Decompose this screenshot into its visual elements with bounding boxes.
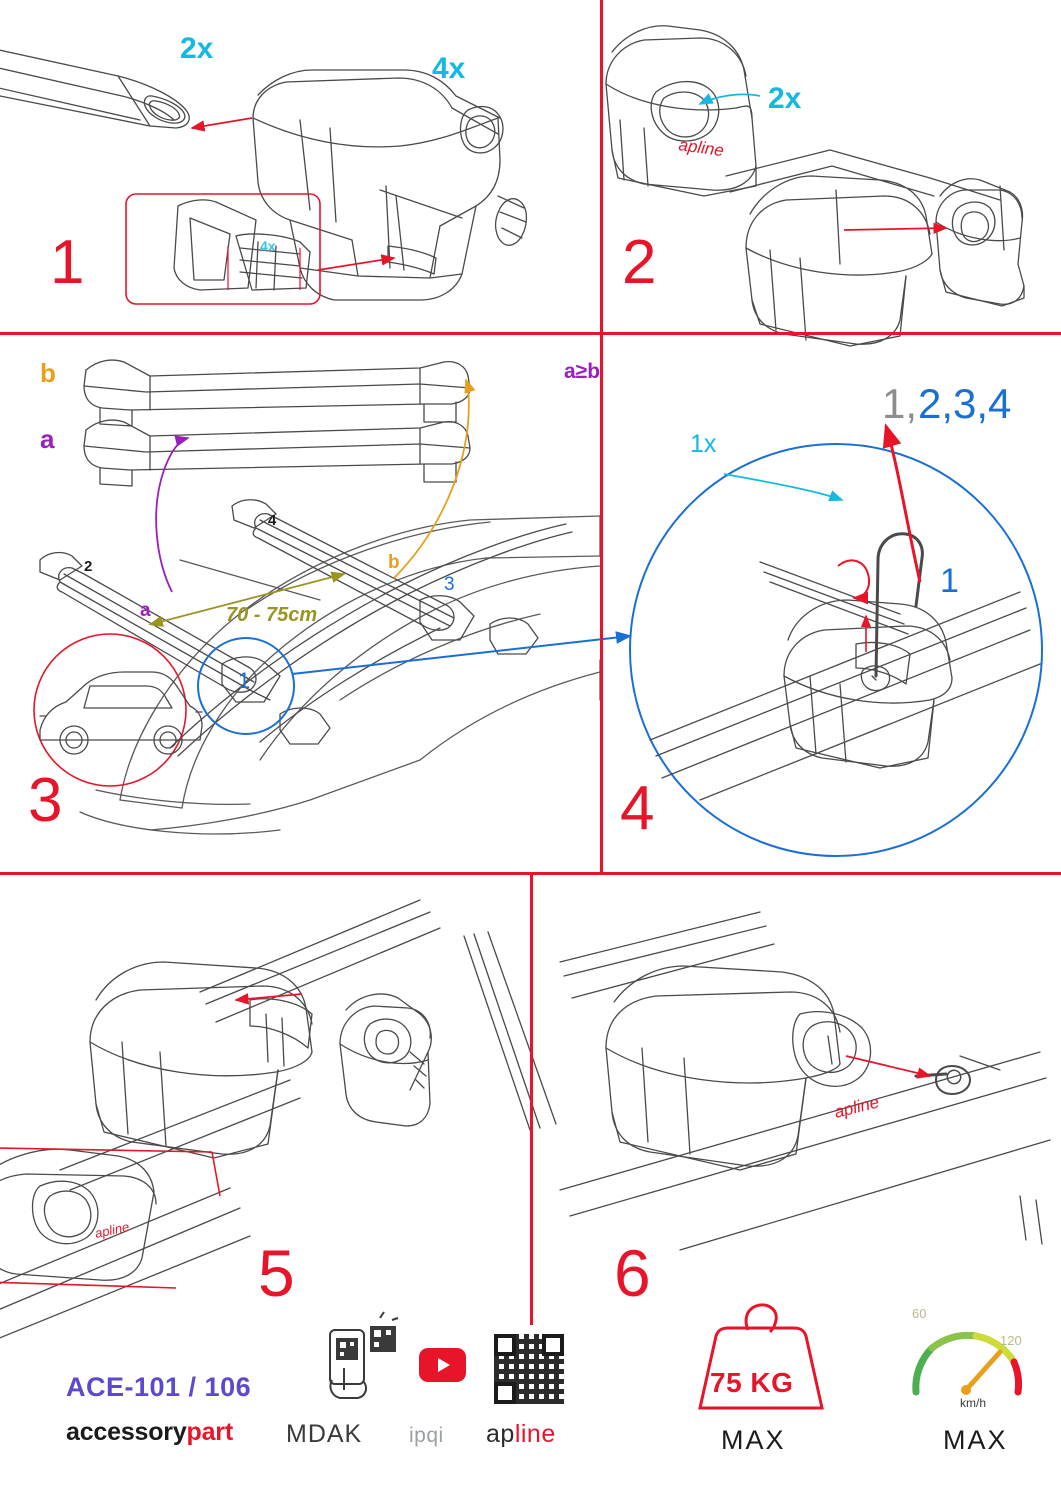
step-number-6: 6 bbox=[614, 1236, 652, 1310]
max-weight-value: 75 KG bbox=[710, 1367, 794, 1398]
step-number-3: 3 bbox=[28, 766, 64, 835]
step-number-2: 2 bbox=[622, 228, 658, 297]
car-mini-icon bbox=[34, 634, 202, 786]
max-speed-caption: MAX bbox=[943, 1425, 1008, 1455]
arrow-slide-bracket bbox=[844, 228, 946, 230]
step4-detail bbox=[630, 444, 1042, 856]
label-roof-a: a bbox=[140, 600, 151, 621]
label-1x-tool: 1x bbox=[690, 430, 717, 458]
arrow-order-sequence bbox=[886, 426, 920, 582]
label-point-2: 2 bbox=[84, 558, 93, 575]
section-divider-v2 bbox=[600, 335, 603, 872]
brand-mdak: MDAK bbox=[286, 1420, 363, 1448]
label-distance: 70 - 75cm bbox=[226, 604, 318, 626]
crossbar-b bbox=[84, 360, 470, 426]
label-2x-lock: 2x bbox=[768, 82, 802, 115]
qr-marker-tl bbox=[494, 1334, 516, 1356]
brand-apline bbox=[486, 1420, 556, 1449]
rubber-pad-inset bbox=[174, 200, 310, 290]
apline-logo-small-6 bbox=[832, 1092, 881, 1121]
label-4x-pad: 4x bbox=[260, 238, 276, 254]
section-divider-v1 bbox=[600, 0, 603, 332]
qr-marker-bl bbox=[494, 1382, 516, 1404]
gauge-tick-120: 120 bbox=[1000, 1333, 1022, 1348]
arrow-zoom-to-step4 bbox=[292, 636, 630, 674]
speed-unit-label: km/h bbox=[960, 1396, 987, 1410]
label-roof-b: b bbox=[388, 552, 400, 573]
label-point-4: 4 bbox=[268, 512, 277, 529]
step6-detail bbox=[560, 912, 1050, 1250]
brand-part-text: part bbox=[186, 1418, 233, 1446]
label-bar-a: a bbox=[40, 424, 55, 454]
qr-hand-icon bbox=[330, 1312, 398, 1398]
step-number-4: 4 bbox=[620, 774, 656, 843]
label-sequence-234: 2,3,4 bbox=[918, 380, 1012, 427]
inset-frame-1 bbox=[126, 194, 320, 304]
bar-end-and-bracket bbox=[726, 150, 1024, 346]
label-a-ge-b: a≥b bbox=[564, 360, 601, 383]
label-4x-foot: 4x bbox=[432, 52, 466, 85]
svg-text:apline: apline bbox=[677, 135, 726, 161]
label-bar-b: b bbox=[40, 358, 56, 388]
arrow-bar-to-foot bbox=[192, 118, 252, 128]
label-2x-bar: 2x bbox=[180, 32, 214, 65]
label-point-1: 1 bbox=[238, 668, 251, 693]
product-code: ACE-101 / 106 bbox=[66, 1372, 252, 1402]
foot-with-lock bbox=[606, 26, 756, 196]
gauge-tick-60: 60 bbox=[912, 1306, 927, 1321]
section-divider-v3 bbox=[530, 875, 533, 1325]
roof-rails bbox=[170, 524, 572, 756]
svg-text:apline: apline bbox=[832, 1092, 881, 1122]
car-roof-view bbox=[80, 516, 600, 834]
brand-line-text: line bbox=[514, 1420, 556, 1448]
arrow-step5-push bbox=[236, 994, 302, 1000]
arrow-b bbox=[394, 380, 469, 578]
crossbar-a bbox=[84, 420, 470, 486]
apline-logo-small bbox=[677, 135, 725, 160]
brand-accessory-text: accessory bbox=[66, 1418, 187, 1446]
arrow-rotate bbox=[838, 560, 869, 598]
qr-marker-tr bbox=[542, 1334, 564, 1356]
step-number-5: 5 bbox=[258, 1236, 296, 1310]
roof-bar-profile bbox=[0, 48, 189, 128]
svg-text:apline: apline bbox=[93, 1219, 131, 1241]
label-order-first: 1 bbox=[940, 562, 959, 600]
label-sequence-1: 1, bbox=[882, 380, 918, 427]
brand-accessorypart bbox=[66, 1418, 233, 1447]
apline-logo-small-5 bbox=[94, 1219, 131, 1241]
label-point-3: 3 bbox=[444, 574, 455, 595]
youtube-icon[interactable] bbox=[419, 1348, 466, 1382]
brand-ap-text: ap bbox=[486, 1420, 515, 1448]
arrow-lock-2x bbox=[700, 94, 760, 104]
max-weight-caption: MAX bbox=[721, 1425, 786, 1455]
arrow-1x bbox=[724, 474, 842, 500]
arrow-key-insert bbox=[846, 1056, 930, 1076]
section-divider-1 bbox=[0, 332, 1061, 335]
step-number-1: 1 bbox=[50, 228, 86, 297]
arrow-a bbox=[156, 438, 188, 592]
arrow-pad-to-foot bbox=[318, 258, 394, 270]
roof-bar-foot bbox=[253, 70, 526, 300]
brand-ipqi: ipqi bbox=[409, 1424, 444, 1447]
inset-frame-5-top bbox=[0, 1148, 212, 1152]
